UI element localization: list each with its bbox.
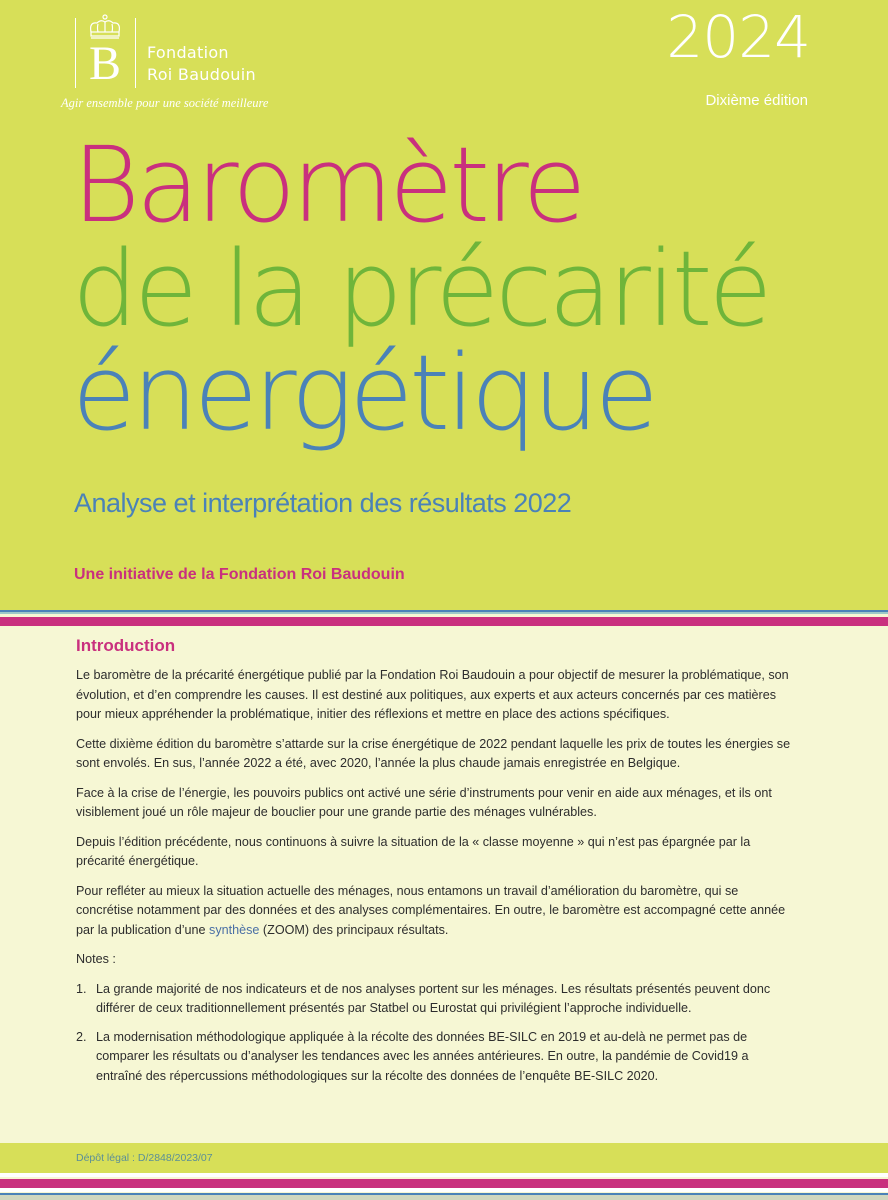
- divider-stripe-pink: [0, 617, 888, 626]
- logo-letter: B: [88, 37, 121, 90]
- intro-paragraph-5-text: Pour refléter au mieux la situation actuelle des ménages, nous entamons un travail d’amélioration du baromètre, qui se concrétise notamment par des données et des analyses complémentaires. En outre, le baromètre est accompagné cette année par la publication d’une: [76, 883, 786, 937]
- introduction-section: [76, 636, 798, 1095]
- notes-list: [76, 980, 798, 1087]
- note-text: La modernisation méthodologique appliquée à la récolte des données BE-SILC en 2019 et au-delà ne permet pas de comparer les résultats ou d’analyser les tendances avec les années antérieures. En outre, la pandémie de Covid19 a entraîné des répercussions méthodologiques sur la récolte des données de l’enquête BE-SILC 2020.: [96, 1029, 749, 1083]
- logo-divider-right: [135, 18, 136, 88]
- subtitle: Analyse et interprétation des résultats 2022: [74, 488, 572, 518]
- introduction-heading: Introduction: [76, 636, 176, 655]
- intro-paragraph-3: Face à la crise de l’énergie, les pouvoirs publics ont activé une série d’instruments pour venir en aide aux ménages, et ils ont visiblement joué un rôle majeur de bouclier pour une grande partie des ménages vulnérables.: [76, 785, 772, 819]
- title-line-2: de la précarité: [72, 228, 769, 350]
- intro-paragraph-4: Depuis l’édition précédente, nous continuons à suivre la situation de la « classe moyenne » qui n’est pas épargnée par la précarité énergétique.: [76, 834, 751, 868]
- foundation-name-line2: Roi Baudouin: [147, 65, 256, 84]
- note-number: 2.: [76, 1029, 87, 1044]
- foundation-name-line1: Fondation: [147, 43, 229, 62]
- edition-year: 2024: [666, 3, 810, 71]
- initiative-line: Une initiative de la Fondation Roi Baudouin: [74, 566, 405, 583]
- intro-paragraph-1: Le baromètre de la précarité énergétique publié par la Fondation Roi Baudouin a pour objectif de mesurer la problématique, son évolution, et d’en comprendre les causes. Il est destiné aux politiques, aux experts et aux acteurs concernés par ces matières pour mieux appréhender la problématique, initier des réflexions et mettre en place des actions spécifiques.: [76, 668, 789, 721]
- footer-stripe-white-2: [0, 1188, 888, 1192]
- footer-stripe-white: [0, 1173, 888, 1177]
- foundation-logo: [61, 10, 335, 120]
- footer-stripe-grey: [0, 1195, 888, 1200]
- notes-label: Notes :: [76, 952, 116, 966]
- note-item: [76, 980, 798, 1019]
- footer-stripe-pink: [0, 1179, 888, 1188]
- note-number: 1.: [76, 981, 87, 996]
- synthese-link[interactable]: synthèse: [209, 922, 260, 937]
- title-line-1: Baromètre: [72, 124, 583, 246]
- logo-divider-left: [75, 18, 76, 88]
- intro-paragraph-2: Cette dixième édition du baromètre s’attarde sur la crise énergétique de 2022 pendant laquelle les prix de toutes les énergies se sont envolés. En sus, l’année 2022 a été, avec 2020, l’année la plus chaude jamais enregistrée en Belgique.: [76, 736, 791, 770]
- intro-paragraph-5: [76, 882, 798, 941]
- note-text: La grande majorité de nos indicateurs et de nos analyses portent sur les ménages. Les résultats présentés peuvent donc différer de ceux traditionnellement présentés par Statbel ou Eurostat qui privilégient l’approche individuelle.: [96, 981, 771, 1015]
- divider-stripe-teal: [0, 612, 888, 614]
- intro-paragraph-5-tail: (ZOOM) des principaux résultats.: [259, 922, 449, 937]
- edition-label: Dixième édition: [705, 92, 808, 109]
- note-item: [76, 1028, 798, 1087]
- title-line-3: énergétique: [72, 332, 655, 454]
- foundation-name: [147, 42, 256, 86]
- legal-deposit: Dépôt légal : D/2848/2023/07: [76, 1152, 213, 1164]
- foundation-tagline: Agir ensemble pour une société meilleure: [61, 96, 269, 110]
